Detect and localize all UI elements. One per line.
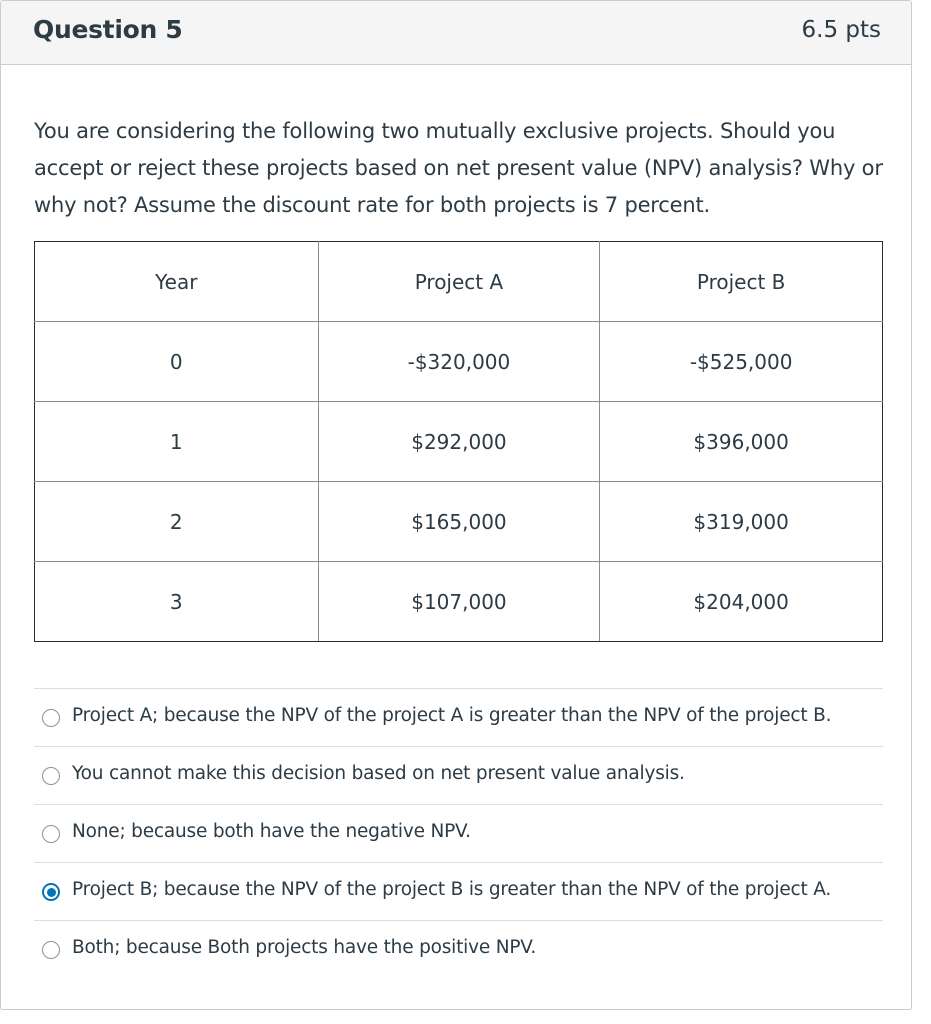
answer-option-4[interactable] bbox=[34, 862, 883, 920]
table-cell-year: 3 bbox=[35, 562, 319, 642]
answer-option-1[interactable] bbox=[34, 688, 883, 746]
question-header bbox=[1, 1, 911, 65]
table-cell-project-a: -$320,000 bbox=[318, 322, 600, 402]
table-cell-project-a: $165,000 bbox=[318, 482, 600, 562]
table-header-project-b: Project B bbox=[600, 242, 883, 322]
table-cell-year: 1 bbox=[35, 402, 319, 482]
radio-button[interactable] bbox=[42, 825, 60, 843]
table-row bbox=[35, 322, 883, 402]
radio-button[interactable] bbox=[42, 941, 60, 959]
cash-flow-table bbox=[34, 241, 883, 642]
answer-label[interactable]: Both; because Both projects have the positive NPV. bbox=[72, 937, 537, 958]
table-cell-year: 2 bbox=[35, 482, 319, 562]
table-cell-project-a: $107,000 bbox=[318, 562, 600, 642]
answer-option-5[interactable] bbox=[34, 920, 883, 978]
table-row bbox=[35, 482, 883, 562]
radio-button-selected[interactable] bbox=[42, 883, 60, 901]
table-cell-project-b: $204,000 bbox=[600, 562, 883, 642]
radio-button[interactable] bbox=[42, 709, 60, 727]
answer-label[interactable]: Project B; because the NPV of the project B is greater than the NPV of the project A. bbox=[72, 879, 832, 900]
table-cell-project-a: $292,000 bbox=[318, 402, 600, 482]
table-header-year: Year bbox=[35, 242, 319, 322]
question-title: Question 5 bbox=[33, 15, 183, 44]
table-cell-year: 0 bbox=[35, 322, 319, 402]
answer-label[interactable]: None; because both have the negative NPV. bbox=[72, 821, 471, 842]
answer-option-3[interactable] bbox=[34, 804, 883, 862]
points-value: 6.5 pts bbox=[801, 17, 881, 43]
answer-option-2[interactable] bbox=[34, 746, 883, 804]
table-header-project-a: Project A bbox=[318, 242, 600, 322]
answer-label[interactable]: Project A; because the NPV of the project A is greater than the NPV of the project B. bbox=[72, 705, 832, 726]
answer-list bbox=[34, 688, 883, 978]
table-cell-project-b: $319,000 bbox=[600, 482, 883, 562]
table-cell-project-b: -$525,000 bbox=[600, 322, 883, 402]
question-text: You are considering the following two mutually exclusive projects. Should you accept or reject these projects based on net present value (NPV) analysis? Why or why not? Assume the discount rate for both projects is 7 percent. bbox=[34, 119, 883, 217]
table-cell-project-b: $396,000 bbox=[600, 402, 883, 482]
radio-button[interactable] bbox=[42, 767, 60, 785]
table-header-row bbox=[35, 242, 883, 322]
table-row bbox=[35, 402, 883, 482]
table-row bbox=[35, 562, 883, 642]
answer-label[interactable]: You cannot make this decision based on net present value analysis. bbox=[72, 763, 685, 784]
